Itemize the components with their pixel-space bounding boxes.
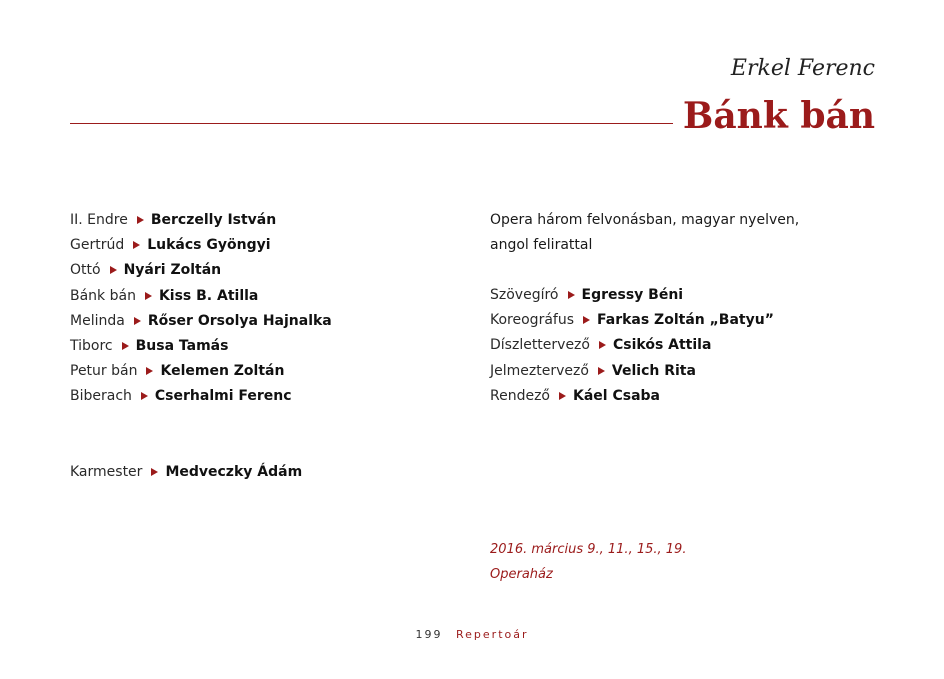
performer-name: Berczelly István xyxy=(150,212,277,228)
role-label: Jelmeztervező xyxy=(490,362,589,379)
role-label: Karmester xyxy=(70,464,143,480)
crew-item xyxy=(490,333,774,358)
role-label: Gertrúd xyxy=(70,237,125,254)
cast-item xyxy=(70,309,332,334)
performance-venue: Operaház xyxy=(490,567,553,582)
cast-item xyxy=(70,384,332,409)
conductor-item xyxy=(70,460,302,485)
opera-title: Bánk bán xyxy=(682,95,875,137)
conductor-name: Medveczky Ádám xyxy=(165,464,303,480)
performance-dates: 2016. március 9., 11., 15., 19. xyxy=(490,542,687,557)
performer-name: Nyári Zoltán xyxy=(123,262,222,279)
section-name: Repertoár xyxy=(456,628,529,641)
crew-list xyxy=(490,283,774,409)
triangle-right-icon xyxy=(598,367,605,375)
page-number: 199 xyxy=(415,628,443,641)
triangle-right-icon xyxy=(141,392,148,400)
crew-name: Velich Rita xyxy=(611,362,696,379)
cast-item xyxy=(70,208,332,233)
crew-name: Káel Csaba xyxy=(573,387,660,404)
role-label: Ottó xyxy=(70,262,101,279)
triangle-right-icon xyxy=(583,316,590,324)
triangle-right-icon xyxy=(134,317,141,325)
role-label: Tiborc xyxy=(70,337,113,354)
cast-item xyxy=(70,284,332,309)
crew-name: Csikós Attila xyxy=(612,337,712,354)
role-label: Szövegíró xyxy=(490,287,559,303)
opera-description xyxy=(490,208,799,258)
role-label: Rendező xyxy=(490,387,550,404)
description-line: angol felirattal xyxy=(490,237,593,254)
performance-info xyxy=(490,537,686,587)
title-row xyxy=(70,90,875,137)
triangle-right-icon xyxy=(568,291,575,299)
triangle-right-icon xyxy=(133,241,140,249)
cast-item xyxy=(70,359,332,384)
crew-name: Egressy Béni xyxy=(581,287,684,303)
triangle-right-icon xyxy=(145,292,152,300)
description-line: Opera három felvonásban, magyar nyelven, xyxy=(490,212,800,228)
crew-item xyxy=(490,308,774,333)
crew-item xyxy=(490,359,774,384)
composer-name: Erkel Ferenc xyxy=(730,56,875,81)
performer-name: Kelemen Zoltán xyxy=(160,363,285,380)
role-label: Melinda xyxy=(70,312,125,329)
page-footer xyxy=(0,628,944,641)
cast-item xyxy=(70,233,332,258)
title-rule xyxy=(70,123,673,124)
crew-item xyxy=(490,283,774,308)
performer-name: Rőser Orsolya Hajnalka xyxy=(147,312,332,329)
performer-name: Kiss B. Atilla xyxy=(158,287,259,304)
triangle-right-icon xyxy=(151,468,158,476)
triangle-right-icon xyxy=(559,392,566,400)
cast-item xyxy=(70,258,332,283)
role-label: II. Endre xyxy=(70,212,128,228)
triangle-right-icon xyxy=(146,367,153,375)
role-label: Koreográfus xyxy=(490,312,574,329)
cast-list xyxy=(70,208,332,410)
role-label: Bánk bán xyxy=(70,287,136,304)
triangle-right-icon xyxy=(122,342,129,350)
role-label: Biberach xyxy=(70,388,132,405)
crew-name: Farkas Zoltán „Batyu” xyxy=(597,312,774,329)
performer-name: Lukács Gyöngyi xyxy=(147,237,271,254)
role-label: Petur bán xyxy=(70,363,138,380)
conductor-list xyxy=(70,460,302,485)
performer-name: Cserhalmi Ferenc xyxy=(154,388,292,405)
triangle-right-icon xyxy=(137,216,144,224)
triangle-right-icon xyxy=(110,266,117,274)
cast-item xyxy=(70,334,332,359)
performer-name: Busa Tamás xyxy=(135,337,229,354)
role-label: Díszlettervező xyxy=(490,337,590,354)
triangle-right-icon xyxy=(599,341,606,349)
crew-item xyxy=(490,384,774,409)
